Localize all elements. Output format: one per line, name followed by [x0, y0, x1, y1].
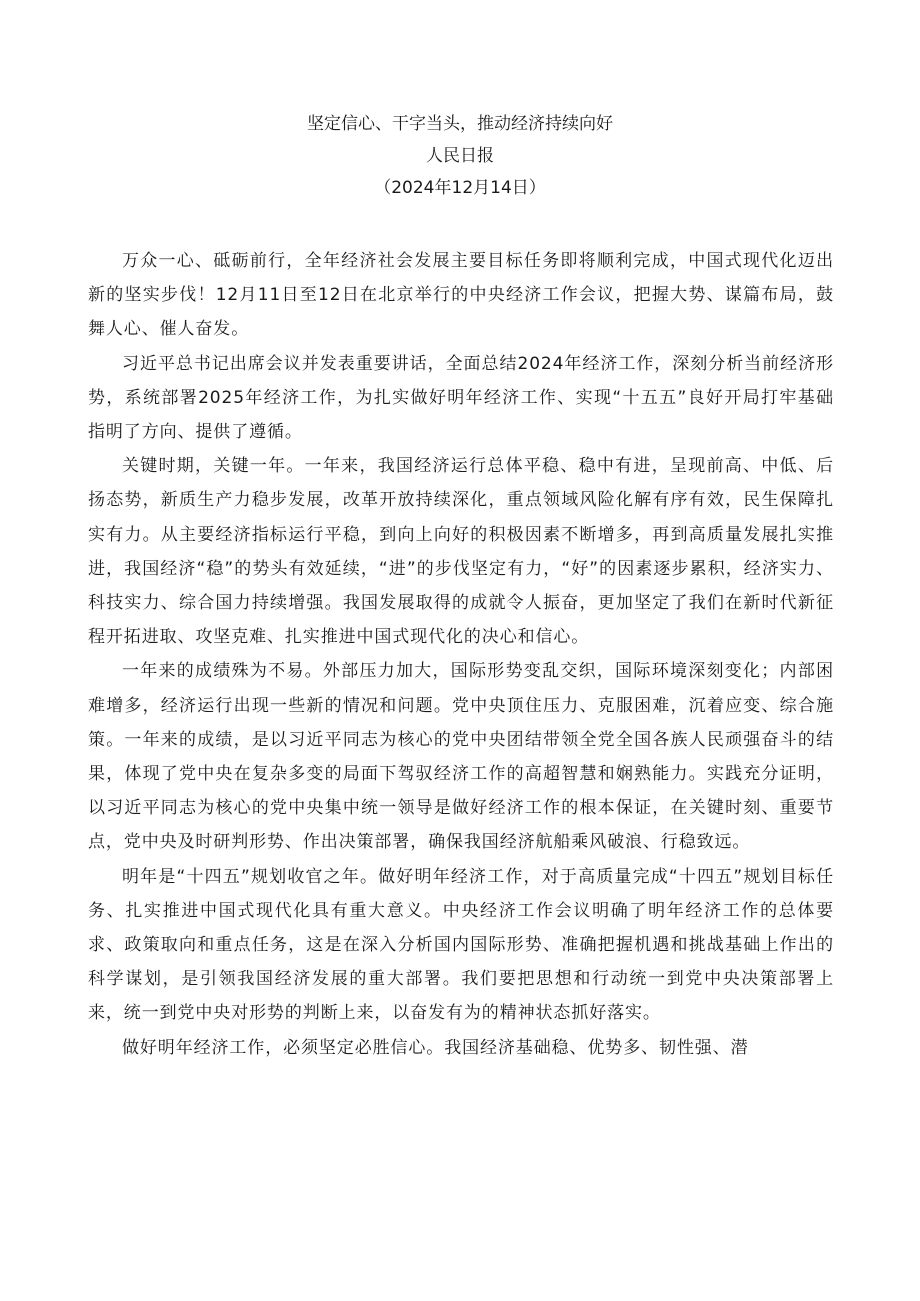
paragraph-3: 关键时期，关键一年。一年来，我国经济运行总体平稳、稳中有进，呈现前高、中低、后扬态势，新质生产力稳步发展，改革开放持续深化，重点领域风险化解有序有效，民生保障扎实有力。从主要经济指标运行平稳，到向上向好的积极因素不断增多，再到高质量发展扎实推进，我国经济“稳”的势头有效延续，“进”的步伐坚定有力，“好”的因素逐步累积，经济实力、科技实力、综合国力持续增强。我国发展取得的成就令人振奋，更加坚定了我们在新时代新征程开拓进取、攻坚克难、扎实推进中国式现代化的决心和信心。: [88, 456, 834, 648]
paragraph-4: 一年来的成绩殊为不易。外部压力加大，国际形势变乱交织，国际环境深刻变化；内部困难增多，经济运行出现一些新的情况和问题。党中央顶住压力、克服困难，沉着应变、综合施策。一年来的成绩，是以习近平同志为核心的党中央团结带领全党全国各族人民顽强奋斗的结果，体现了党中央在复杂多变的局面下驾驭经济工作的高超智慧和娴熟能力。实践充分证明，以习近平同志为核心的党中央集中统一领导是做好经济工作的根本保证，在关键时刻、重要节点，党中央及时研判形势、作出决策部署，确保我国经济航船乘风破浪、行稳致远。: [88, 661, 834, 853]
paragraph-1: 万众一心、砥砺前行，全年经济社会发展主要目标任务即将顺利完成，中国式现代化迈出新的坚实步伐！12月11日至12日在北京举行的中央经济工作会议，把握大势、谋篇布局，鼓舞人心、催人奋发。: [88, 251, 834, 340]
article-body: [88, 244, 834, 1065]
paragraph-6: 做好明年经济工作，必须坚定必胜信心。我国经济基础稳、优势多、韧性强、潜: [122, 1037, 749, 1058]
article-header: [0, 108, 920, 204]
paragraph-2: 习近平总书记出席会议并发表重要讲话，全面总结2024年经济工作，深刻分析当前经济形势，系统部署2025年经济工作，为扎实做好明年经济工作、实现“十五五”良好开局打牢基础指明了方向、提供了遵循。: [88, 353, 834, 443]
article-title: 坚定信心、干字当头，推动经济持续向好: [307, 114, 613, 134]
article-source: 人民日报: [426, 146, 494, 166]
article-date: （2024年12月14日）: [374, 178, 546, 198]
paragraph-5: 明年是“十四五”规划收官之年。做好明年经济工作，对于高质量完成“十四五”规划目标任务、扎实推进中国式现代化具有重大意义。中央经济工作会议明确了明年经济工作的总体要求、政策取向和重点任务，这是在深入分析国内国际形势、准确把握机遇和挑战基础上作出的科学谋划，是引领我国经济发展的重大部署。我们要把思想和行动统一到党中央决策部署上来，统一到党中央对形势的判断上来，以奋发有为的精神状态抓好落实。: [88, 866, 834, 1024]
